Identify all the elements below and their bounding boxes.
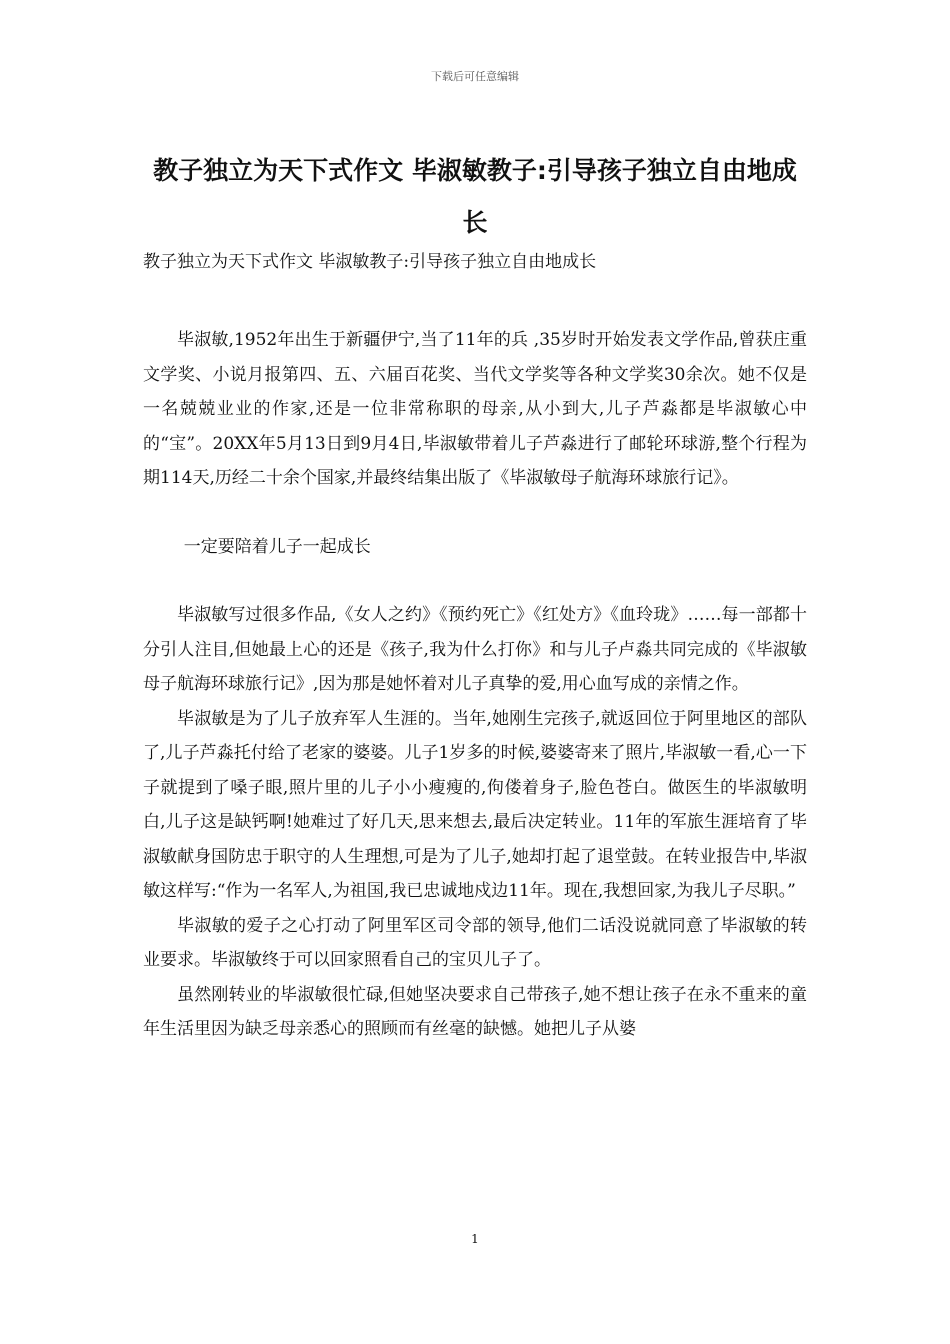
paragraph-transfer: 毕淑敏的爱子之心打动了阿里军区司令部的领导,他们二话没说就同意了毕淑敏的转业要求。毕淑敏终于可以回家照看自己的宝贝儿子了。 [143,915,807,970]
paragraph-intro: 毕淑敏,1952年出生于新疆伊宁,当了11年的兵 ,35岁时开始发表文学作品,曾获庄重文学奖、小说月报第四、五、六届百花奖、当代文学奖等各种文学奖30余次。她不仅是一名兢兢业业的作家,还是一位非常称职的母亲,从小到大,儿子芦淼都是毕淑敏心中的“宝”。20XX年5月13日到9月4日,毕淑敏带着儿子芦淼进行了邮轮环球游,整个行程为期114天,历经二十余个国家,并最终结集出版了《毕淑敏母子航海环球旅行记》。 [143,330,807,488]
document-subtitle: 教子独立为天下式作文 毕淑敏教子:引导孩子独立自由地成长 [143,252,597,272]
document-title: 教子独立为天下式作文 毕淑敏教子:引导孩子独立自由地成长 [153,156,797,237]
paragraph-childcare: 虽然刚转业的毕淑敏很忙碌,但她坚决要求自己带孩子,她不想让孩子在永不重来的童年生活里因为缺乏母亲悉心的照顾而有丝毫的缺憾。她把儿子从婆 [143,984,807,1039]
paragraph-career: 毕淑敏是为了儿子放弃军人生涯的。当年,她刚生完孩子,就返回位于阿里地区的部队了,儿子芦淼托付给了老家的婆婆。儿子1岁多的时候,婆婆寄来了照片,毕淑敏一看,心一下子就提到了嗓子眼,照片里的儿子小小瘦瘦的,佝偻着身子,脸色苍白。做医生的毕淑敏明白,儿子这是缺钙啊!她难过了好几天,思来想去,最后决定转业。11年的军旅生涯培育了毕淑敏献身国防忠于职守的人生理想,可是为了儿子,她却打起了退堂鼓。在转业报告中,毕淑敏这样写:“作为一名军人,为祖国,我已忠诚地戍边11年。现在,我想回家,为我儿子尽职。” [143,708,807,901]
paragraph-works: 毕淑敏写过很多作品,《女人之约》《预约死亡》《红处方》《血玲珑》……每一部都十分引人注目,但她最上心的还是《孩子,我为什么打你》和与儿子卢淼共同完成的《毕淑敏母子航海环球旅行记》,因为那是她怀着对儿子真挚的爱,用心血写成的亲情之作。 [143,605,807,694]
page-number: 1 [471,1232,479,1246]
section-heading: 一定要陪着儿子一起成长 [183,536,371,557]
header-note: 下载后可任意编辑 [431,70,519,83]
document-body [143,323,807,1047]
